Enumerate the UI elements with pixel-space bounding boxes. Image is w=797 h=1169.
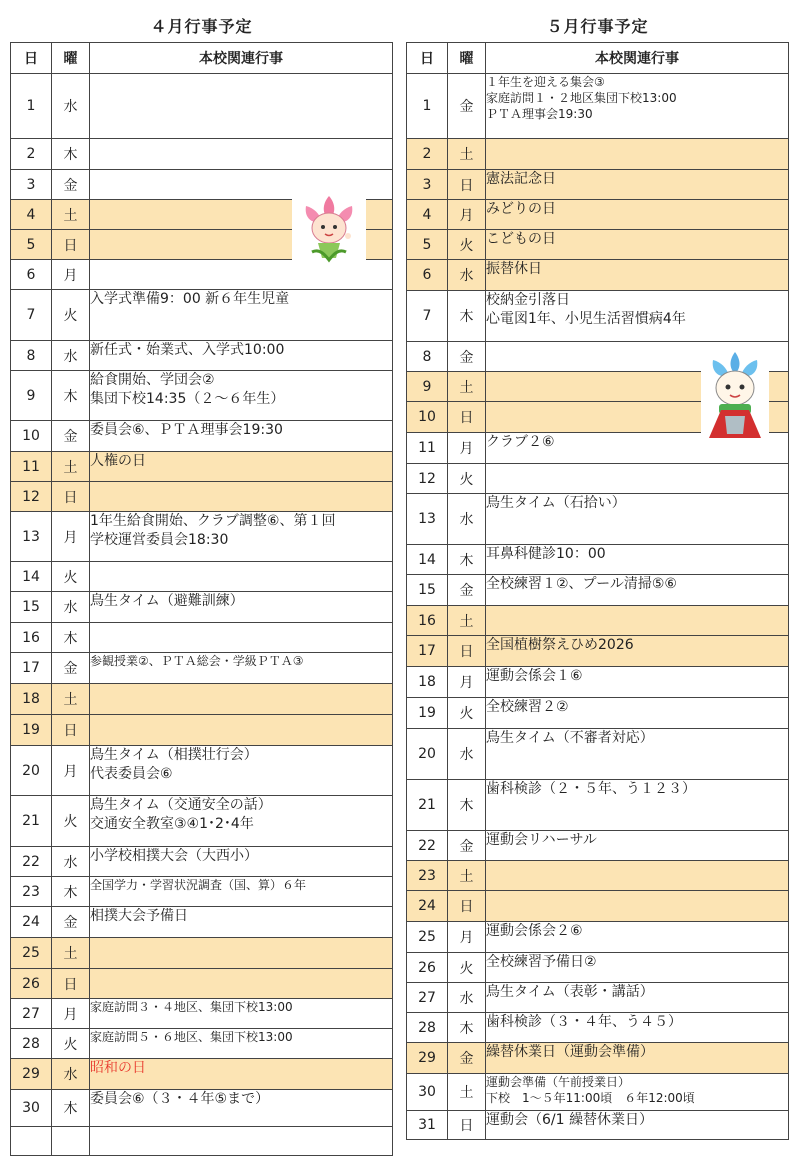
event-text: 心電図1年、小児生活習慣病4年 (486, 311, 686, 327)
event-text: 家庭訪問１・２地区集団下校13:00 (486, 91, 677, 105)
day-cell: 26 (407, 953, 448, 983)
event-text: 運動会係会１⑥ (486, 668, 583, 684)
day-cell: 25 (407, 922, 448, 953)
schedule-row (407, 698, 789, 729)
day-cell: 18 (407, 667, 448, 698)
weekday-cell: 日 (52, 230, 90, 260)
event-text: 全校練習予備日② (486, 954, 597, 970)
event-text: 歯科検診（３・４年、う４５） (486, 1014, 682, 1030)
weekday-cell: 土 (448, 139, 486, 170)
weekday-cell: 金 (448, 831, 486, 861)
events-cell (486, 230, 789, 260)
weekday-cell: 金 (448, 575, 486, 606)
schedule-row (407, 545, 789, 575)
event-text: 代表委員会⑥ (90, 766, 173, 782)
schedule-row (11, 512, 393, 562)
schedule-row (407, 200, 789, 230)
weekday-cell: 土 (52, 684, 90, 715)
events-cell (90, 452, 393, 482)
events-cell (90, 290, 393, 341)
events-cell (90, 877, 393, 907)
events-cell (90, 623, 393, 653)
day-cell: 10 (407, 402, 448, 433)
events-cell (486, 891, 789, 922)
event-text: 歯科検診（２・５年、う１２３） (486, 781, 696, 797)
event-text: 振替休日 (486, 261, 542, 277)
weekday-cell: 日 (448, 1111, 486, 1140)
day-cell: 10 (11, 421, 52, 452)
day-cell: 1 (407, 74, 448, 139)
event-text: クラブ２⑥ (486, 434, 555, 450)
day-cell: 18 (11, 684, 52, 715)
weekday-cell: 日 (448, 402, 486, 433)
day-header: 日 (407, 43, 448, 74)
schedule-row (407, 291, 789, 342)
schedule-row (407, 780, 789, 831)
schedule-row (407, 861, 789, 891)
events-cell (486, 74, 789, 139)
day-cell: 16 (407, 606, 448, 636)
day-cell: 19 (407, 698, 448, 729)
weekday-cell: 日 (52, 482, 90, 512)
schedule-row (407, 667, 789, 698)
schedule-row (407, 922, 789, 953)
day-cell: 14 (407, 545, 448, 575)
day-cell: 19 (11, 715, 52, 746)
schedule-row (407, 260, 789, 291)
schedule-row (407, 983, 789, 1013)
event-text: 鳥生タイム（表彰・講話） (486, 984, 654, 1000)
schedule-row (11, 371, 393, 421)
day-cell: 15 (11, 592, 52, 623)
day-cell: 2 (11, 139, 52, 170)
events-cell (486, 729, 789, 780)
schedule-row (407, 464, 789, 494)
day-cell: 29 (407, 1043, 448, 1074)
day-cell: 23 (11, 877, 52, 907)
schedule-row (407, 729, 789, 780)
event-text: 参観授業②、ＰＴＡ総会・学級ＰＴＡ③ (90, 654, 304, 668)
events-cell (90, 421, 393, 452)
day-cell: 22 (11, 847, 52, 877)
day-cell: 16 (11, 623, 52, 653)
weekday-cell: 水 (448, 983, 486, 1013)
events-cell (90, 371, 393, 421)
event-text: こどもの日 (486, 231, 556, 247)
events-cell (486, 575, 789, 606)
event-text: 新任式・始業式、入学式10:00 (90, 342, 285, 358)
day-cell: 17 (407, 636, 448, 667)
weekday-cell: 月 (52, 746, 90, 796)
weekday-cell: 金 (52, 170, 90, 200)
weekday-cell: 土 (52, 200, 90, 230)
schedule-row (11, 623, 393, 653)
weekday-cell: 水 (52, 592, 90, 623)
weekday-cell: 土 (448, 606, 486, 636)
event-text: みどりの日 (486, 201, 556, 217)
schedule-row (11, 452, 393, 482)
events-cell (90, 592, 393, 623)
weekday-cell: 水 (52, 74, 90, 139)
day-cell: 7 (407, 291, 448, 342)
events-cell (486, 260, 789, 291)
events-cell (90, 847, 393, 877)
events-cell (486, 1074, 789, 1111)
schedule-row (11, 1127, 393, 1156)
event-text: 委員会⑥、ＰＴＡ理事会19:30 (90, 422, 283, 438)
schedule-row (11, 684, 393, 715)
weekday-cell: 金 (448, 1043, 486, 1074)
day-cell: 17 (11, 653, 52, 684)
weekday-cell: 日 (448, 170, 486, 200)
schedule-row (11, 139, 393, 170)
events-cell (486, 1043, 789, 1074)
events-cell (90, 562, 393, 592)
day-cell: 30 (11, 1090, 52, 1127)
schedule-row (407, 170, 789, 200)
events-header: 本校関連行事 (486, 43, 789, 74)
schedule-row (11, 877, 393, 907)
schedule-row (407, 1043, 789, 1074)
event-text: 校納金引落日 (486, 292, 570, 308)
day-cell: 1 (11, 74, 52, 139)
weekday-cell (52, 1127, 90, 1156)
weekday-cell: 月 (52, 999, 90, 1029)
schedule-row (11, 999, 393, 1029)
day-cell: 23 (407, 861, 448, 891)
day-cell: 27 (11, 999, 52, 1029)
weekday-cell: 木 (52, 139, 90, 170)
events-cell (486, 1111, 789, 1140)
event-text: 家庭訪問３・４地区、集団下校13:00 (90, 1000, 293, 1014)
day-cell: 31 (407, 1111, 448, 1140)
events-cell (90, 746, 393, 796)
schedule-row (11, 969, 393, 999)
events-cell (486, 698, 789, 729)
event-text: 全国植樹祭えひめ2026 (486, 637, 634, 653)
day-cell: 4 (11, 200, 52, 230)
schedule-row (11, 592, 393, 623)
event-text: 人権の日 (90, 453, 146, 469)
event-text: 運動会準備（午前授業日） (486, 1075, 631, 1089)
weekday-cell: 金 (52, 653, 90, 684)
events-header: 本校関連行事 (90, 43, 393, 74)
day-cell: 7 (11, 290, 52, 341)
weekday-cell: 土 (448, 372, 486, 402)
weekday-cell: 火 (448, 698, 486, 729)
events-cell (90, 482, 393, 512)
schedule-row (407, 636, 789, 667)
schedule-row (11, 341, 393, 371)
schedule-row (11, 938, 393, 969)
day-cell: 21 (11, 796, 52, 847)
schedule-row (11, 715, 393, 746)
event-text: 鳥生タイム（交通安全の話） (90, 797, 272, 813)
lotus-mascot-image (292, 190, 366, 266)
events-cell (486, 606, 789, 636)
schedule-row (407, 74, 789, 139)
day-cell: 6 (407, 260, 448, 291)
event-text: 鳥生タイム（相撲壮行会） (90, 747, 258, 763)
schedule-row (11, 796, 393, 847)
event-text: 全校練習２② (486, 699, 569, 715)
weekday-cell: 水 (52, 1059, 90, 1090)
events-cell (486, 861, 789, 891)
events-cell (486, 780, 789, 831)
weekday-cell: 金 (448, 342, 486, 372)
day-header: 日 (11, 43, 52, 74)
schedule-row (11, 1090, 393, 1127)
event-text: 鳥生タイム（不審者対応） (486, 730, 654, 746)
weekday-cell: 月 (52, 512, 90, 562)
schedule-row (407, 139, 789, 170)
event-text: 運動会（6/1 繰替休業日） (486, 1112, 653, 1128)
weekday-cell: 日 (52, 715, 90, 746)
day-cell: 13 (407, 494, 448, 545)
day-cell: 21 (407, 780, 448, 831)
day-cell: 12 (11, 482, 52, 512)
day-cell: 28 (11, 1029, 52, 1059)
events-cell (486, 494, 789, 545)
events-cell (486, 831, 789, 861)
events-cell (90, 512, 393, 562)
schedule-row (407, 230, 789, 260)
day-cell: 6 (11, 260, 52, 290)
event-text: 運動会リハーサル (486, 832, 597, 848)
events-cell (486, 983, 789, 1013)
event-text: 家庭訪問５・６地区、集団下校13:00 (90, 1030, 293, 1044)
day-cell: 3 (407, 170, 448, 200)
weekday-cell: 木 (52, 623, 90, 653)
weekday-cell: 金 (52, 421, 90, 452)
day-cell: 20 (11, 746, 52, 796)
schedule-row (11, 1029, 393, 1059)
events-cell (90, 653, 393, 684)
weekday-cell: 木 (52, 877, 90, 907)
day-cell: 11 (407, 433, 448, 464)
events-cell (90, 999, 393, 1029)
april-title: ４月行事予定 (150, 17, 253, 36)
events-cell (90, 74, 393, 139)
event-text: １年生を迎える集会③ (486, 75, 605, 89)
events-cell (486, 170, 789, 200)
may-header-row (407, 43, 789, 74)
weekday-cell: 木 (52, 1090, 90, 1127)
events-cell (90, 969, 393, 999)
schedule-row (11, 562, 393, 592)
april-header-row (11, 43, 393, 74)
events-cell (90, 1059, 393, 1090)
schedule-row (11, 421, 393, 452)
weekday-cell: 木 (448, 1013, 486, 1043)
event-text: 繰替休業日（運動会準備） (486, 1044, 654, 1060)
events-cell (486, 667, 789, 698)
event-text: 耳鼻科健診10：00 (486, 546, 606, 562)
weekday-cell: 水 (52, 341, 90, 371)
events-cell (486, 200, 789, 230)
day-cell: 8 (11, 341, 52, 371)
schedule-row (11, 746, 393, 796)
weekday-cell: 月 (448, 200, 486, 230)
may-schedule-table (406, 42, 789, 1140)
day-cell: 9 (407, 372, 448, 402)
day-cell: 5 (407, 230, 448, 260)
weekday-cell: 日 (52, 969, 90, 999)
schedule-row (11, 482, 393, 512)
day-cell: 15 (407, 575, 448, 606)
weekday-cell: 土 (448, 1074, 486, 1111)
event-text: 交通安全教室③④1･2･4年 (90, 816, 254, 832)
weekday-header: 曜 (448, 43, 486, 74)
day-cell: 24 (11, 907, 52, 938)
weekday-cell: 土 (448, 861, 486, 891)
day-cell: 22 (407, 831, 448, 861)
may-title: ５月行事予定 (546, 17, 649, 36)
event-text: 小学校相撲大会（大西小） (90, 848, 258, 864)
events-cell (90, 715, 393, 746)
weekday-cell: 月 (448, 667, 486, 698)
events-cell (90, 1029, 393, 1059)
schedule-row (11, 1059, 393, 1090)
weekday-cell: 木 (448, 291, 486, 342)
weekday-cell: 日 (448, 891, 486, 922)
day-cell: 29 (11, 1059, 52, 1090)
event-text: 相撲大会予備日 (90, 908, 188, 924)
events-cell (486, 464, 789, 494)
day-cell: 24 (407, 891, 448, 922)
events-cell (90, 938, 393, 969)
weekday-cell: 月 (448, 922, 486, 953)
day-cell: 4 (407, 200, 448, 230)
events-cell (90, 907, 393, 938)
event-text: 全国学力・学習状況調査（国、算）６年 (90, 878, 307, 892)
weekday-cell: 水 (448, 260, 486, 291)
schedule-row (407, 494, 789, 545)
events-cell (486, 922, 789, 953)
schedule-row (407, 606, 789, 636)
weekday-cell: 土 (52, 938, 90, 969)
flower-mascot-image (701, 350, 769, 442)
schedule-row (407, 1111, 789, 1140)
events-cell (90, 1090, 393, 1127)
events-cell (90, 684, 393, 715)
event-text: 運動会係会２⑥ (486, 923, 583, 939)
events-cell (90, 1127, 393, 1156)
schedule-row (11, 847, 393, 877)
event-text: 鳥生タイム（避難訓練） (90, 593, 244, 609)
weekday-cell: 木 (52, 371, 90, 421)
event-text: 下校 1～５年11:00頃 ６年12:00頃 (486, 1091, 695, 1105)
schedule-row (11, 290, 393, 341)
day-cell: 3 (11, 170, 52, 200)
day-cell: 30 (407, 1074, 448, 1111)
day-cell: 11 (11, 452, 52, 482)
day-cell: 12 (407, 464, 448, 494)
day-cell: 25 (11, 938, 52, 969)
events-cell (486, 545, 789, 575)
event-text: 1年生給食開始、クラブ調整⑥、第１回 (90, 513, 336, 529)
day-cell: 26 (11, 969, 52, 999)
weekday-cell: 火 (448, 953, 486, 983)
weekday-cell: 火 (448, 464, 486, 494)
weekday-cell: 金 (52, 907, 90, 938)
weekday-cell: 火 (448, 230, 486, 260)
day-cell (11, 1127, 52, 1156)
weekday-cell: 木 (448, 780, 486, 831)
events-cell (90, 796, 393, 847)
event-text: 全校練習１②、プール清掃⑤⑥ (486, 576, 677, 592)
weekday-cell: 水 (52, 847, 90, 877)
event-text: 昭和の日 (90, 1060, 146, 1076)
weekday-cell: 火 (52, 290, 90, 341)
weekday-cell: 月 (52, 260, 90, 290)
weekday-cell: 火 (52, 796, 90, 847)
schedule-row (11, 74, 393, 139)
schedule-row (407, 953, 789, 983)
weekday-cell: 金 (448, 74, 486, 139)
weekday-header: 曜 (52, 43, 90, 74)
event-text: ＰＴＡ理事会19:30 (486, 107, 593, 121)
event-text: 入学式準備9：00 新６年生児童 (90, 291, 290, 307)
schedule-row (407, 891, 789, 922)
weekday-cell: 土 (52, 452, 90, 482)
day-cell: 14 (11, 562, 52, 592)
events-cell (486, 953, 789, 983)
events-cell (486, 291, 789, 342)
events-cell (90, 139, 393, 170)
schedule-row (407, 575, 789, 606)
day-cell: 20 (407, 729, 448, 780)
day-cell: 5 (11, 230, 52, 260)
event-text: 憲法記念日 (486, 171, 556, 187)
schedule-row (407, 831, 789, 861)
events-cell (486, 1013, 789, 1043)
weekday-cell: 水 (448, 729, 486, 780)
day-cell: 2 (407, 139, 448, 170)
weekday-cell: 木 (448, 545, 486, 575)
weekday-cell: 月 (448, 433, 486, 464)
weekday-cell: 日 (448, 636, 486, 667)
day-cell: 9 (11, 371, 52, 421)
schedule-row (11, 653, 393, 684)
weekday-cell: 水 (448, 494, 486, 545)
schedule-row (407, 1074, 789, 1111)
event-text: 学校運営委員会18:30 (90, 532, 229, 548)
events-cell (486, 636, 789, 667)
events-cell (90, 341, 393, 371)
day-cell: 13 (11, 512, 52, 562)
weekday-cell: 火 (52, 1029, 90, 1059)
schedule-row (407, 1013, 789, 1043)
schedule-row (11, 907, 393, 938)
events-cell (486, 139, 789, 170)
day-cell: 8 (407, 342, 448, 372)
event-text: 鳥生タイム（石拾い） (486, 495, 626, 511)
event-text: 委員会⑥（３・４年⑤まで） (90, 1091, 270, 1107)
weekday-cell: 火 (52, 562, 90, 592)
event-text: 集団下校14:35（２～６年生） (90, 391, 285, 407)
day-cell: 27 (407, 983, 448, 1013)
day-cell: 28 (407, 1013, 448, 1043)
event-text: 給食開始、学団会② (90, 372, 215, 388)
